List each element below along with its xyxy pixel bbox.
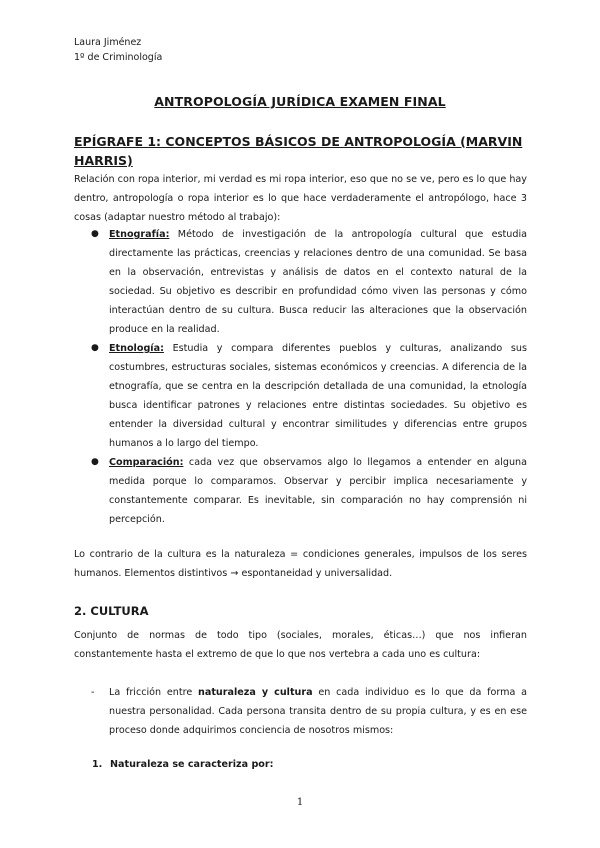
bullet-icon: ● [91, 229, 99, 239]
item-number: 1. [92, 759, 103, 770]
term-etnologia: Etnología: [109, 343, 164, 354]
dash-text-end: en cada individuo es lo que da forma a nuestra personalidad. Cada persona transita dentro de su propia cultura, y es en ese proceso donde adquirimos conciencia de nosotros mismos: [109, 687, 528, 736]
document-title: ANTROPOLOGÍA JURÍDICA EXAMEN FINAL [154, 94, 446, 109]
section2-intro: Conjunto de normas de todo tipo (sociales, morales, éticas…) que nos infieran constantemente hasta el extremo de que lo que nos vertebra a cada uno es cultura: [74, 630, 527, 660]
numbered-item [92, 759, 273, 770]
list-item [74, 339, 527, 453]
item-text: Naturaleza se caracteriza por: [110, 759, 274, 770]
term-definition: Estudia y compara diferentes pueblos y culturas, analizando sus costumbres, estructuras sociales, sistemas económicos y creencias. A diferencia de la etnografía, que se centra en la descripción detallada de una comunidad, la etnología busca identificar patrones y relaciones entre distintas sociedades. Su objetivo es entender la diversidad cultural y encontrar similitudes y diferencias entre grupos humanos a lo largo del tiempo. [109, 343, 527, 449]
definitions-list [74, 225, 527, 529]
bullet-icon: ● [91, 457, 99, 467]
page-number: 1 [296, 797, 304, 808]
author-name: Laura Jiménez [74, 37, 142, 48]
term-etnografia: Etnografía: [109, 229, 170, 240]
list-item [74, 453, 527, 529]
section1-heading: EPÍGRAFE 1: CONCEPTOS BÁSICOS DE ANTROPOLOGÍA (MARVIN HARRIS) [74, 134, 523, 168]
header [74, 35, 162, 65]
section1-intro: Relación con ropa interior, mi verdad es mi ropa interior, eso que no se ve, pero es lo que hay dentro, antropología o ropa interior es lo que hace verdaderamente el antropólogo, hace 3 cosas (adaptar nuestro método al trabajo): [74, 174, 527, 223]
list-item [74, 225, 527, 339]
section1-closing: Lo contrario de la cultura es la naturaleza = condiciones generales, impulsos de los seres humanos. Elementos distintivos → espontaneidad y universalidad. [74, 549, 527, 579]
dash-text-start: La fricción entre [109, 687, 199, 698]
section2-heading: 2. CULTURA [74, 604, 149, 618]
term-definition: Método de investigación de la antropología cultural que estudia directamente las prácticas, creencias y relaciones dentro de una comunidad. Se basa en la observación, entrevistas y análisis de datos en el contexto natural de la sociedad. Su objetivo es describir en profundidad cómo viven las personas y cómo interactúan dentro de su cultura. Busca reducir las alteraciones que la observación produce en la realidad. [109, 229, 527, 335]
dash-marker: - [91, 687, 95, 698]
term-definition: cada vez que observamos algo lo llegamos a entender en alguna medida porque lo comparamos. Observar y percibir implica necesariamente y constantemente comparar. Es inevitable, sin comparación no hay comprensión ni percepción. [109, 457, 527, 525]
bullet-icon: ● [91, 343, 99, 353]
course-name: 1º de Criminología [74, 52, 163, 63]
dash-text-bold: naturaleza y cultura [198, 687, 313, 698]
dash-list-item [74, 683, 527, 740]
term-comparacion: Comparación: [109, 457, 184, 468]
